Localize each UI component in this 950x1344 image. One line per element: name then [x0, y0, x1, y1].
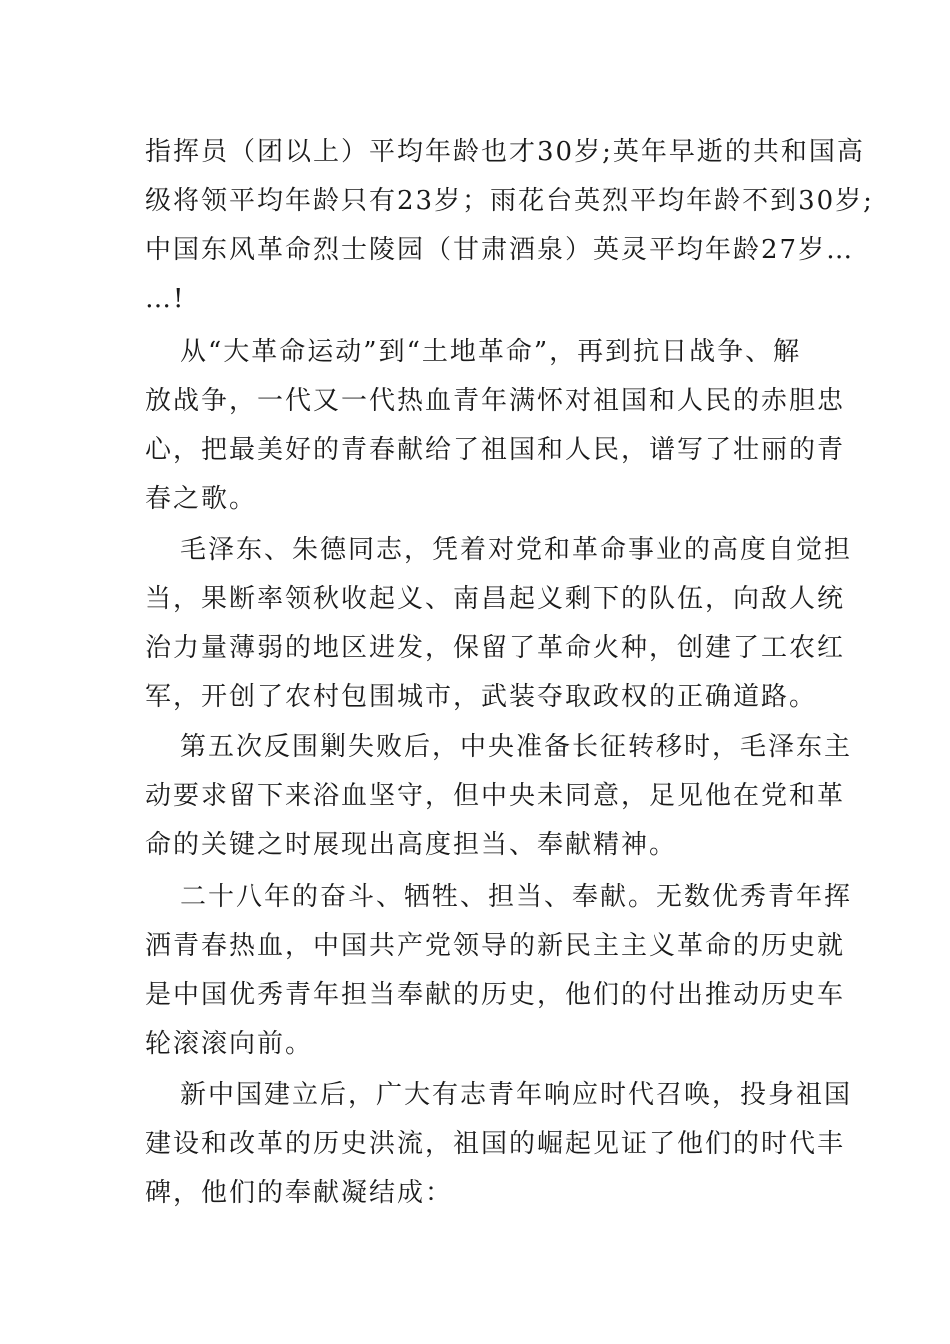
paragraph-4-line-1: 第五次反围剿失败后，中央准备长征转移时，毛泽东主 [180, 732, 853, 762]
paragraph-4-line-2: 动要求留下来浴血坚守，但中央未同意，足见他在党和革 [145, 781, 846, 811]
paragraph-1-line-1: 指挥员（团以上）平均年龄也才30岁;英年早逝的共和国高 [145, 137, 865, 167]
paragraph-3-line-4: 军，开创了农村包围城市，武装夺取政权的正确道路。 [145, 682, 818, 712]
paragraph-3-line-1: 毛泽东、朱德同志，凭着对党和革命事业的高度自觉担 [180, 535, 853, 565]
paragraph-5-line-4: 轮滚滚向前。 [145, 1029, 314, 1059]
paragraph-2-line-2: 放战争，一代又一代热血青年满怀对祖国和人民的赤胆忠 [145, 386, 846, 416]
paragraph-1-line-2: 级将领平均年龄只有23岁；雨花台英烈平均年龄不到30岁; [145, 186, 874, 216]
paragraph-6-line-1: 新中国建立后，广大有志青年响应时代召唤，投身祖国 [180, 1080, 853, 1110]
paragraph-3-line-2: 当，果断率领秋收起义、南昌起义剩下的队伍，向敌人统 [145, 584, 846, 614]
paragraph-1-line-3: 中国东风革命烈士陵园（甘肃酒泉）英灵平均年龄27岁… [145, 235, 855, 265]
paragraph-1-line-4: …! [145, 284, 186, 314]
paragraph-6-line-3: 碑，他们的奉献凝结成： [145, 1178, 454, 1208]
paragraph-2-line-1: 从“大革命运动”到“土地革命”，再到抗日战争、解 [180, 337, 802, 367]
paragraph-3-line-3: 治力量薄弱的地区进发，保留了革命火种，创建了工农红 [145, 633, 846, 663]
paragraph-4-line-3: 命的关键之时展现出高度担当、奉献精神。 [145, 830, 678, 860]
paragraph-6-line-2: 建设和改革的历史洪流，祖国的崛起见证了他们的时代丰 [145, 1129, 846, 1159]
paragraph-5-line-1: 二十八年的奋斗、牺牲、担当、奉献。无数优秀青年挥 [180, 882, 853, 912]
paragraph-5-line-2: 洒青春热血，中国共产党领导的新民主主义革命的历史就 [145, 931, 846, 961]
paragraph-5-line-3: 是中国优秀青年担当奉献的历史，他们的付出推动历史车 [145, 980, 846, 1010]
paragraph-2-line-4: 春之歌。 [145, 484, 258, 514]
paragraph-2-line-3: 心，把最美好的青春献给了祖国和人民，谱写了壮丽的青 [145, 435, 846, 465]
